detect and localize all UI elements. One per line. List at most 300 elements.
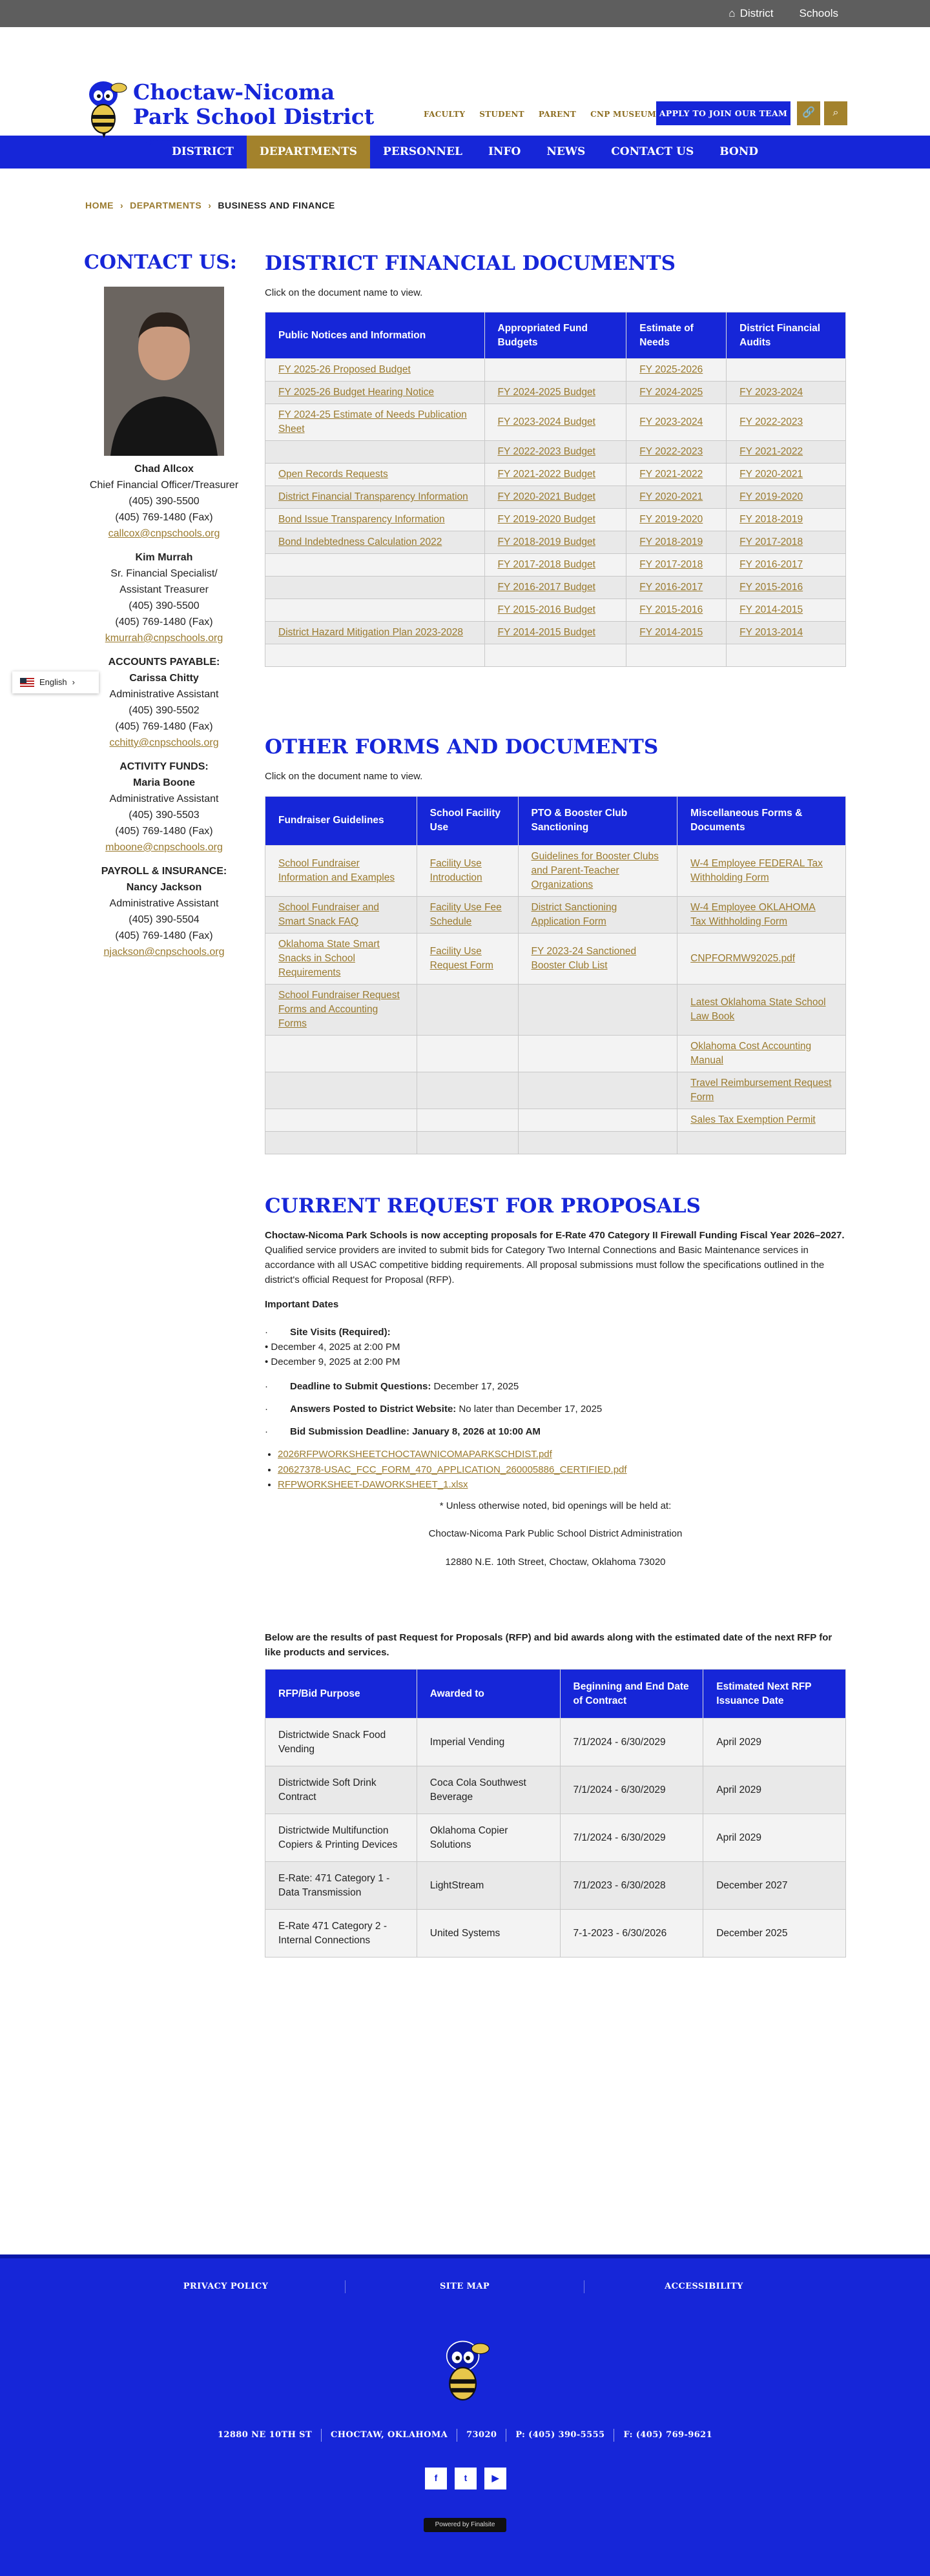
table-cell — [518, 845, 677, 896]
table-cell — [265, 486, 485, 509]
footer-links — [0, 2280, 930, 2293]
contact-email[interactable]: cchitty@cnpschools.org — [109, 737, 219, 748]
table-cell — [265, 644, 485, 667]
document-link[interactable]: FY 2023-2024 — [639, 416, 703, 428]
table-row — [265, 577, 846, 599]
document-link[interactable]: Sales Tax Exemption Permit — [690, 1114, 816, 1125]
document-link[interactable]: FY 2025-26 Budget Hearing Notice — [278, 387, 434, 398]
search-icon: ⌕ — [832, 107, 839, 119]
table-cell — [626, 644, 727, 667]
table-row — [265, 984, 846, 1035]
table-cell — [727, 486, 846, 509]
hornet-mascot-logo[interactable] — [83, 79, 128, 138]
chevron-right-icon: › — [72, 677, 75, 687]
rfp-intro: Choctaw-Nicoma Park Schools is now accepting proposals for E-Rate 470 Category II Firewall Funding Fiscal Year 2026–2027. Qualified service providers are invited to submit bids for Category Two Internal Connections and Basic Maintenance services in accordance with all USAC competitive bidding requirements. All proposal submissions must follow the specifications outlined in the district's official Request for Proposal (RFP). — [265, 1229, 845, 1286]
table-cell — [265, 845, 417, 896]
table-cell — [484, 441, 626, 464]
utility-student[interactable]: STUDENT — [479, 110, 524, 119]
contact-email[interactable]: mboone@cnpschools.org — [105, 842, 223, 853]
table-cell: Districtwide Snack Food Vending — [265, 1719, 417, 1766]
social-links — [425, 2468, 506, 2489]
nav-district[interactable]: DISTRICT — [171, 145, 234, 159]
table-cell — [484, 599, 626, 622]
school-name[interactable]: Choctaw-Nicoma Park School District — [133, 79, 375, 129]
utility-faculty[interactable]: FACULTY — [424, 110, 466, 119]
table-cell — [727, 382, 846, 404]
contact-email[interactable]: njackson@cnpschools.org — [103, 946, 225, 957]
table-cell — [265, 622, 485, 644]
twitter-icon[interactable]: t — [455, 2468, 477, 2489]
chevron-right-icon: › — [208, 200, 212, 210]
table-cell — [626, 577, 727, 599]
section-label: PAYROLL & INSURANCE: — [101, 866, 227, 877]
document-link[interactable]: FY 2015-2016 Budget — [497, 604, 595, 616]
table-cell — [265, 984, 417, 1035]
table-cell — [677, 984, 846, 1035]
contact-phone: (405) 390-5502 — [129, 705, 200, 716]
table-cell — [518, 933, 677, 984]
table-row — [265, 441, 846, 464]
table-cell — [677, 1109, 846, 1131]
table-cell — [518, 896, 677, 933]
table-cell: 7/1/2024 - 6/30/2029 — [560, 1719, 703, 1766]
table-cell — [727, 441, 846, 464]
table-row — [265, 464, 846, 486]
table-cell — [417, 933, 518, 984]
table-row — [265, 554, 846, 577]
nav-contact-us[interactable]: CONTACT US — [611, 145, 694, 159]
hornet-mascot-logo[interactable] — [438, 2338, 492, 2406]
document-link[interactable]: FY 2017-2018 Budget — [497, 559, 595, 571]
contact-name: Carissa Chitty — [129, 673, 199, 684]
table-cell — [484, 644, 626, 667]
document-link[interactable]: Bond Indebtedness Calculation 2022 — [278, 537, 442, 548]
table-cell — [727, 531, 846, 554]
top-bar — [0, 0, 930, 27]
table-cell: Districtwide Soft Drink Contract — [265, 1766, 417, 1814]
document-link[interactable]: FY 2015-2016 — [739, 582, 803, 593]
table-cell — [265, 382, 485, 404]
table-cell — [677, 845, 846, 896]
document-link[interactable]: FY 2025-2026 — [639, 364, 703, 376]
contact-fax: (405) 769-1480 (Fax) — [115, 721, 213, 732]
table-row — [265, 622, 846, 644]
contact-title: Sr. Financial Specialist/ — [110, 568, 218, 579]
footer-address — [0, 2429, 930, 2442]
footer-fax: F: (405) 769-9621 — [623, 2430, 713, 2440]
document-link[interactable]: FY 2024-2025 — [639, 387, 703, 398]
document-link[interactable]: FY 2018-2019 — [739, 514, 803, 526]
facebook-icon[interactable]: f — [425, 2468, 447, 2489]
table-cell — [677, 933, 846, 984]
table-cell — [265, 1131, 417, 1154]
tagline: "Expect Excellence" — [137, 136, 236, 148]
table-row — [265, 486, 846, 509]
document-link[interactable]: Bond Issue Transparency Information — [278, 514, 445, 526]
table-cell: December 2025 — [703, 1910, 846, 1958]
contact-phone: (405) 390-5500 — [129, 496, 200, 507]
table-cell — [484, 531, 626, 554]
document-link[interactable]: Latest Oklahoma State School Law Book — [690, 996, 826, 1022]
footer-street: 12880 NE 10TH ST — [209, 2429, 322, 2442]
table-row — [265, 1072, 846, 1109]
document-link[interactable]: School Fundraiser and Smart Snack FAQ — [278, 901, 379, 927]
table-cell — [265, 531, 485, 554]
column-header: PTO & Booster Club Sanctioning — [518, 796, 677, 845]
table-row — [265, 1131, 846, 1154]
site-visit-date: • December 4, 2025 at 2:00 PM — [265, 1342, 400, 1353]
table-cell — [518, 984, 677, 1035]
document-link[interactable]: FY 2020-2021 — [639, 491, 703, 503]
column-header: Public Notices and Information — [265, 312, 485, 359]
table-cell — [484, 509, 626, 531]
document-link[interactable]: FY 2015-2016 — [639, 604, 703, 616]
table-cell — [727, 359, 846, 382]
document-link[interactable]: District Financial Transparency Information — [278, 491, 468, 503]
bid-opening-place: Choctaw-Nicoma Park Public School District Administration — [428, 1528, 683, 1540]
table-row — [265, 1719, 846, 1766]
other-forms-table — [265, 796, 846, 1154]
section-label: ACTIVITY FUNDS: — [119, 761, 209, 772]
contact-sidebar — [84, 250, 244, 960]
powered-by-finalsite[interactable]: Powered by Finalsite — [424, 2518, 506, 2532]
nav-departments[interactable]: DEPARTMENTS — [247, 136, 370, 169]
table-cell — [417, 984, 518, 1035]
table-cell — [265, 896, 417, 933]
document-link[interactable]: FY 2020-2021 Budget — [497, 491, 595, 503]
section-label: ACCOUNTS PAYABLE: — [108, 657, 220, 668]
table-row — [265, 1814, 846, 1862]
table-cell: 7-1-2023 - 6/30/2026 — [560, 1910, 703, 1958]
district-link[interactable]: ⌂ District — [728, 5, 773, 22]
table-cell — [265, 464, 485, 486]
table-cell: E-Rate 471 Category 2 - Internal Connections — [265, 1910, 417, 1958]
table-cell — [626, 509, 727, 531]
schools-link[interactable]: Schools — [799, 6, 838, 19]
document-link[interactable]: FY 2014-2015 — [639, 627, 703, 639]
nav-info[interactable]: INFO — [488, 145, 521, 159]
staff-photo — [104, 287, 224, 456]
document-link[interactable]: FY 2024-2025 Budget — [497, 387, 595, 398]
table-cell — [265, 1035, 417, 1072]
table-cell — [626, 404, 727, 441]
breadcrumb-home[interactable]: HOME — [85, 200, 114, 210]
contact-email[interactable]: callcox@cnpschools.org — [108, 528, 220, 539]
document-link[interactable]: FY 2017-2018 — [639, 559, 703, 571]
table-row — [265, 404, 846, 441]
table-cell: 7/1/2024 - 6/30/2029 — [560, 1766, 703, 1814]
footer-zip: 73020 — [457, 2429, 506, 2442]
home-icon: ⌂ — [728, 6, 736, 19]
footer-privacy-policy[interactable]: PRIVACY POLICY — [107, 2280, 346, 2293]
table-cell — [484, 464, 626, 486]
bid-opening-note: * Unless otherwise noted, bid openings will be held at: — [439, 1500, 672, 1511]
table-cell — [727, 404, 846, 441]
breadcrumb-current: BUSINESS AND FINANCE — [218, 200, 335, 210]
document-link[interactable]: FY 2016-2017 — [639, 582, 703, 593]
document-link[interactable]: FY 2019-2020 Budget — [497, 514, 595, 526]
table-cell — [677, 896, 846, 933]
table-cell — [727, 599, 846, 622]
table-cell: United Systems — [417, 1910, 560, 1958]
site-visit-date: • December 9, 2025 at 2:00 PM — [265, 1356, 400, 1368]
footer-city: CHOCTAW, OKLAHOMA — [322, 2429, 457, 2442]
document-link[interactable]: W-4 Employee OKLAHOMA Tax Withholding Form — [690, 901, 816, 927]
nav-bond[interactable]: BOND — [719, 145, 759, 159]
table-cell: 7/1/2024 - 6/30/2029 — [560, 1814, 703, 1862]
document-link[interactable]: FY 2018-2019 Budget — [497, 537, 595, 548]
document-link[interactable]: FY 2016-2017 Budget — [497, 582, 595, 593]
footer-phone[interactable]: P: (405) 390-5555 — [506, 2429, 614, 2442]
table-cell — [417, 896, 518, 933]
document-link[interactable]: District Hazard Mitigation Plan 2023-2028 — [278, 627, 464, 639]
document-link[interactable]: FY 2014-2015 — [739, 604, 803, 616]
quick-links-button[interactable] — [797, 101, 820, 125]
table-cell — [265, 599, 485, 622]
table-cell — [626, 622, 727, 644]
contact-fax: (405) 769-1480 (Fax) — [115, 826, 213, 837]
past-rfp-table — [265, 1669, 846, 1958]
table-cell: December 2027 — [703, 1862, 846, 1910]
site-footer — [0, 2254, 930, 2576]
column-header: Estimated Next RFP Issuance Date — [703, 1670, 846, 1719]
table-cell — [518, 1072, 677, 1109]
table-cell — [484, 554, 626, 577]
table-row — [265, 933, 846, 984]
table-cell — [417, 1035, 518, 1072]
document-link[interactable]: CNPFORMW92025.pdf — [690, 952, 796, 964]
column-header: Appropriated Fund Budgets — [484, 312, 626, 359]
utility-parent[interactable]: PARENT — [538, 110, 577, 119]
other-forms-title: OTHER FORMS AND DOCUMENTS — [265, 735, 659, 759]
table-cell — [265, 1109, 417, 1131]
column-header: RFP/Bid Purpose — [265, 1670, 417, 1719]
table-cell — [626, 441, 727, 464]
document-link[interactable]: FY 2024-25 Estimate of Needs Publication Sheet — [278, 409, 467, 435]
document-link[interactable]: Facility Use Introduction — [429, 857, 482, 883]
nav-personnel[interactable]: PERSONNEL — [383, 145, 462, 159]
table-cell — [626, 531, 727, 554]
table-cell — [484, 577, 626, 599]
rfp-file-link[interactable]: 2026RFPWORKSHEETCHOCTAWNICOMAPARKSCHDIST.pdf — [278, 1449, 552, 1460]
breadcrumb-departments[interactable]: DEPARTMENTS — [130, 200, 202, 210]
table-row — [265, 644, 846, 667]
column-header: Estimate of Needs — [626, 312, 727, 359]
table-cell — [727, 622, 846, 644]
financial-docs-hint: Click on the document name to view. — [265, 287, 423, 298]
table-cell: Coca Cola Southwest Beverage — [417, 1766, 560, 1814]
table-cell — [265, 441, 485, 464]
contact-phone: (405) 390-5504 — [129, 914, 200, 925]
search-button[interactable] — [824, 101, 847, 125]
column-header: District Financial Audits — [727, 312, 846, 359]
table-row — [265, 1109, 846, 1131]
footer-accessibility[interactable]: ACCESSIBILITY — [665, 2282, 743, 2291]
column-header: Fundraiser Guidelines — [265, 796, 417, 845]
document-link[interactable]: School Fundraiser Request Forms and Accounting Forms — [278, 989, 400, 1029]
utility-cnp-museum[interactable]: CNP MUSEUM — [590, 110, 657, 119]
contact-title: Administrative Assistant — [109, 689, 219, 700]
table-cell — [417, 1109, 518, 1131]
table-cell — [417, 845, 518, 896]
table-cell — [484, 382, 626, 404]
table-cell — [518, 1109, 677, 1131]
document-link[interactable]: Oklahoma State Smart Snacks in School Requirements — [278, 938, 380, 978]
document-link[interactable]: FY 2023-2024 Budget — [497, 416, 595, 428]
table-row — [265, 896, 846, 933]
rfp-file-list — [265, 1447, 846, 1492]
contact-name: Nancy Jackson — [126, 882, 202, 893]
document-link[interactable]: Travel Reimbursement Request Form — [690, 1077, 832, 1103]
table-cell — [626, 359, 727, 382]
table-cell — [626, 554, 727, 577]
table-cell — [727, 509, 846, 531]
footer-site-map[interactable]: SITE MAP — [346, 2280, 584, 2293]
contact-fax: (405) 769-1480 (Fax) — [115, 512, 213, 523]
table-header-row — [265, 1670, 846, 1719]
table-cell — [265, 554, 485, 577]
column-header: Miscellaneous Forms & Documents — [677, 796, 846, 845]
utility-nav — [424, 108, 656, 121]
contact-fax: (405) 769-1480 (Fax) — [115, 930, 213, 941]
document-link[interactable]: FY 2022-2023 — [739, 416, 803, 428]
table-row — [265, 1910, 846, 1958]
table-cell — [417, 1072, 518, 1109]
column-header: Beginning and End Date of Contract — [560, 1670, 703, 1719]
table-cell — [265, 1072, 417, 1109]
document-link[interactable]: W-4 Employee FEDERAL Tax Withholding Form — [690, 857, 823, 883]
table-cell — [677, 1035, 846, 1072]
document-link[interactable]: FY 2016-2017 — [739, 559, 803, 571]
rfp-section — [265, 1193, 846, 1958]
breadcrumb — [85, 199, 335, 213]
chevron-right-icon: › — [120, 200, 124, 210]
table-cell — [626, 599, 727, 622]
table-cell: LightStream — [417, 1862, 560, 1910]
language-selector[interactable] — [12, 671, 99, 693]
rfp-title: CURRENT REQUEST FOR PROPOSALS — [265, 1194, 701, 1218]
contact-title: Administrative Assistant — [109, 793, 219, 804]
table-cell: April 2029 — [703, 1719, 846, 1766]
table-row — [265, 531, 846, 554]
bid-deadline: · Bid Submission Deadline: January 8, 2026 at 10:00 AM — [265, 1426, 541, 1437]
document-link[interactable]: FY 2023-2024 — [739, 387, 803, 398]
table-header-row — [265, 312, 846, 359]
bid-opening-address: 12880 N.E. 10th Street, Choctaw, Oklahoma 73020 — [445, 1556, 666, 1568]
table-cell — [518, 1035, 677, 1072]
document-link[interactable]: Guidelines for Booster Clubs and Parent-Teacher Organizations — [531, 850, 659, 890]
table-cell — [518, 1131, 677, 1154]
document-link[interactable]: FY 2021-2022 — [639, 469, 703, 480]
document-link[interactable]: FY 2022-2023 — [639, 446, 703, 458]
document-link[interactable]: FY 2019-2020 — [739, 491, 803, 503]
table-cell: E-Rate: 471 Category 1 - Data Transmission — [265, 1862, 417, 1910]
document-link[interactable]: Facility Use Request Form — [429, 945, 493, 971]
table-cell: April 2029 — [703, 1814, 846, 1862]
contact-phone: (405) 390-5500 — [129, 600, 200, 611]
contact-title: Chief Financial Officer/Treasurer — [89, 480, 239, 491]
apply-button[interactable]: APPLY TO JOIN OUR TEAM — [656, 101, 790, 125]
document-link[interactable]: Open Records Requests — [278, 469, 388, 480]
table-cell — [626, 486, 727, 509]
document-link[interactable]: District Sanctioning Application Form — [531, 901, 617, 927]
table-header-row — [265, 796, 846, 845]
contact-title: Administrative Assistant — [109, 898, 219, 909]
site-header — [0, 27, 930, 148]
table-cell — [265, 404, 485, 441]
table-cell: 7/1/2023 - 6/30/2028 — [560, 1862, 703, 1910]
contact-heading: CONTACT US: — [84, 251, 237, 274]
table-cell: April 2029 — [703, 1766, 846, 1814]
nav-news[interactable]: NEWS — [546, 145, 586, 159]
table-cell — [484, 359, 626, 382]
table-cell — [265, 933, 417, 984]
main-content — [265, 250, 846, 1958]
column-header: School Facility Use — [417, 796, 518, 845]
document-link[interactable]: Facility Use Fee Schedule — [429, 901, 502, 927]
table-row — [265, 359, 846, 382]
table-row — [265, 509, 846, 531]
table-cell: Oklahoma Copier Solutions — [417, 1814, 560, 1862]
document-link[interactable]: FY 2025-26 Proposed Budget — [278, 364, 411, 376]
document-link[interactable]: FY 2014-2015 Budget — [497, 627, 595, 639]
table-cell — [265, 577, 485, 599]
table-cell — [626, 382, 727, 404]
table-row — [265, 382, 846, 404]
table-cell — [484, 404, 626, 441]
contact-phone: (405) 390-5503 — [129, 810, 200, 821]
document-link[interactable]: FY 2019-2020 — [639, 514, 703, 526]
table-cell — [265, 509, 485, 531]
document-link[interactable]: FY 2023-24 Sanctioned Booster Club List — [531, 945, 637, 971]
table-cell — [265, 359, 485, 382]
answers-posted: · Answers Posted to District Website: No later than December 17, 2025 — [265, 1403, 603, 1415]
document-link[interactable]: FY 2018-2019 — [639, 537, 703, 548]
rfp-file-link[interactable]: 20627378-USAC_FCC_FORM_470_APPLICATION_260005886_CERTIFIED.pdf — [278, 1464, 627, 1475]
table-cell — [677, 1131, 846, 1154]
table-row — [265, 1862, 846, 1910]
language-label: English — [39, 677, 67, 687]
rfp-file-link[interactable]: RFPWORKSHEET-DAWORKSHEET_1.xlsx — [278, 1478, 468, 1490]
document-link[interactable]: FY 2022-2023 Budget — [497, 446, 595, 458]
contact-title: Assistant Treasurer — [119, 584, 209, 595]
table-row — [265, 599, 846, 622]
youtube-icon[interactable]: ▶ — [484, 2468, 506, 2489]
contact-fax: (405) 769-1480 (Fax) — [115, 617, 213, 628]
site-visits: · Site Visits (Required): — [265, 1326, 391, 1338]
contact-email[interactable]: kmurrah@cnpschools.org — [105, 633, 223, 644]
document-link[interactable]: Oklahoma Cost Accounting Manual — [690, 1040, 812, 1066]
document-link[interactable]: FY 2021-2022 Budget — [497, 469, 595, 480]
table-cell — [484, 622, 626, 644]
financial-docs-table — [265, 312, 846, 667]
deadline-questions: · Deadline to Submit Questions: December 17, 2025 — [265, 1380, 519, 1392]
table-cell: Imperial Vending — [417, 1719, 560, 1766]
table-cell — [727, 644, 846, 667]
table-cell — [727, 554, 846, 577]
document-link[interactable]: School Fundraiser Information and Examples — [278, 857, 395, 883]
table-cell — [727, 577, 846, 599]
financial-docs-title: DISTRICT FINANCIAL DOCUMENTS — [265, 252, 676, 275]
table-cell — [417, 1131, 518, 1154]
table-cell — [484, 486, 626, 509]
document-link[interactable]: FY 2013-2014 — [739, 627, 803, 639]
document-link[interactable]: FY 2017-2018 — [739, 537, 803, 548]
other-forms-hint: Click on the document name to view. — [265, 771, 423, 782]
table-cell — [677, 1072, 846, 1109]
document-link[interactable]: FY 2021-2022 — [739, 446, 803, 458]
document-link[interactable]: FY 2020-2021 — [739, 469, 803, 480]
